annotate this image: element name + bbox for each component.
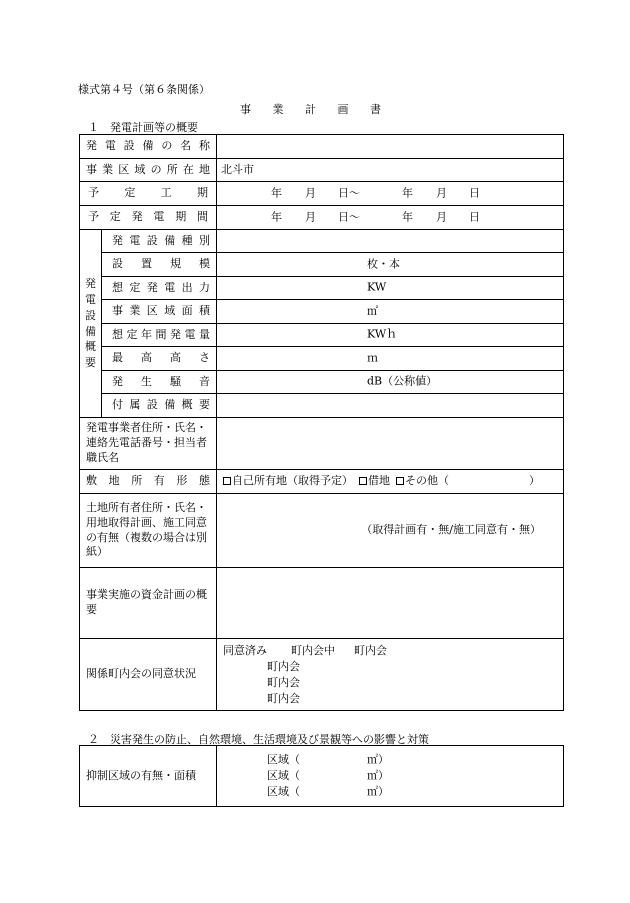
gen-period-field[interactable]: [217, 206, 564, 230]
schedule-day2: 日: [469, 186, 480, 200]
area-line-1-unit: ㎡）: [367, 753, 389, 766]
landowner-label: 土地所有者住所・氏名・用地取得計画、施工同意の有無（複数の場合は別紙）: [80, 494, 217, 568]
section2-title: ２ 災害発生の防止、自然環境、生活環境及び景観等への影響と対策: [88, 733, 429, 746]
annual-gen-field[interactable]: [217, 324, 564, 347]
consent-other: 町内会: [354, 643, 387, 657]
ownership-close-paren: ）: [529, 474, 540, 488]
row-annual-gen: [80, 324, 564, 347]
row-facility-type: [80, 230, 564, 253]
row-funding: [80, 568, 564, 639]
operator-field[interactable]: [217, 418, 564, 470]
noise-unit: dB（公称値）: [367, 374, 438, 388]
section1-title: １ 発電計画等の概要: [88, 121, 198, 134]
form-number: 様式第４号（第６条関係）: [78, 83, 210, 96]
consent-agreed: 同意済み: [223, 643, 267, 657]
area-line-1-prefix: 区域（: [267, 753, 300, 766]
ownership-other-option[interactable]: その他（: [396, 474, 449, 487]
gen-period-month: 月: [305, 210, 316, 224]
gen-period-year2: 年: [402, 210, 413, 224]
location-label: 事業区域の所在地: [80, 159, 217, 182]
ownership-own-option[interactable]: 自己所有地（取得予定）: [223, 474, 353, 487]
height-unit: ｍ: [367, 351, 378, 365]
facility-name-field[interactable]: [217, 135, 564, 159]
consent-line-2: 町内会: [267, 675, 300, 689]
area-line-3-prefix: 区域（: [267, 785, 300, 798]
row-noise: [80, 371, 564, 394]
row-ownership: [80, 470, 564, 494]
landowner-field[interactable]: [217, 494, 564, 568]
row-facility-name: [80, 135, 564, 159]
row-schedule: [80, 182, 564, 206]
noise-label: 発生騒音: [102, 371, 217, 394]
facility-name-label: 発電設備の名称: [80, 135, 217, 159]
ownership-label: 敷地所有形態: [80, 470, 217, 494]
row-restricted-area: [80, 746, 564, 807]
funding-label: 事業実施の資金計画の概要: [80, 568, 217, 639]
consent-line-3: 町内会: [267, 691, 300, 705]
area-line-3-unit: ㎡）: [367, 785, 389, 798]
output-field[interactable]: [217, 277, 564, 300]
landowner-note: （取得計画有・無/施工同意有・無）: [361, 523, 541, 537]
schedule-year2: 年: [402, 186, 413, 200]
own-land-checkbox[interactable]: [223, 477, 231, 485]
location-field[interactable]: 北斗市: [217, 159, 564, 182]
ownership-options: [217, 470, 564, 494]
document-title: 事 業 計 画 書: [240, 103, 390, 116]
row-auxiliary: [80, 394, 564, 418]
consent-field[interactable]: [217, 639, 564, 711]
plan-overview-table: [79, 134, 564, 711]
area-line-2-unit: ㎡）: [367, 769, 389, 782]
schedule-month2: 月: [436, 186, 447, 200]
scale-unit: 枚・本: [367, 257, 400, 271]
row-output: [80, 277, 564, 300]
row-scale: [80, 253, 564, 277]
schedule-day-from: 日～: [338, 186, 360, 200]
leased-land-checkbox[interactable]: [359, 477, 367, 485]
consent-line-1: 町内会: [267, 659, 300, 673]
area-unit: ㎡: [367, 304, 378, 318]
consent-label: 関係町内会の同意状況: [80, 639, 217, 711]
auxiliary-label: 付属設備概要: [102, 394, 217, 418]
gen-period-day-from: 日～: [338, 210, 360, 224]
schedule-month: 月: [305, 186, 316, 200]
row-consent: [80, 639, 564, 711]
row-gen-period: [80, 206, 564, 230]
row-height: [80, 347, 564, 371]
schedule-label: 予定工期: [80, 182, 217, 206]
row-location: [80, 159, 564, 182]
area-label: 事業区域面積: [102, 300, 217, 324]
noise-field[interactable]: [217, 371, 564, 394]
facility-type-label: 発電設備種別: [102, 230, 217, 253]
facility-type-field[interactable]: [217, 230, 564, 253]
annual-gen-unit: KWｈ: [367, 327, 398, 341]
auxiliary-field[interactable]: [217, 394, 564, 418]
restricted-area-label: 抑制区域の有無・面積: [80, 746, 217, 807]
impact-table: [79, 745, 564, 807]
scale-field[interactable]: [217, 253, 564, 277]
gen-period-year: 年: [271, 210, 282, 224]
area-line-2-prefix: 区域（: [267, 769, 300, 782]
height-field[interactable]: [217, 347, 564, 371]
gen-period-month2: 月: [436, 210, 447, 224]
output-label: 想定発電出力: [102, 277, 217, 300]
annual-gen-label: 想定年間発電量: [102, 324, 217, 347]
consent-in-progress: 町内会中: [291, 643, 335, 657]
other-land-checkbox[interactable]: [396, 477, 404, 485]
scale-label: 設置規模: [102, 253, 217, 277]
output-unit: KW: [367, 280, 387, 294]
overview-group-label: 発 電 設 備 概 要: [80, 230, 102, 418]
row-landowner: [80, 494, 564, 568]
ownership-lease-option[interactable]: 借地: [359, 474, 390, 487]
row-operator: [80, 418, 564, 470]
row-area: [80, 300, 564, 324]
height-label: 最高高さ: [102, 347, 217, 371]
gen-period-day2: 日: [469, 210, 480, 224]
area-field[interactable]: [217, 300, 564, 324]
schedule-field[interactable]: [217, 182, 564, 206]
schedule-year: 年: [271, 186, 282, 200]
restricted-area-field[interactable]: [217, 746, 564, 807]
operator-label: 発電事業者住所・氏名・連絡先電話番号・担当者職氏名: [80, 418, 217, 470]
gen-period-label: 予定発電期間: [80, 206, 217, 230]
funding-field[interactable]: [217, 568, 564, 639]
